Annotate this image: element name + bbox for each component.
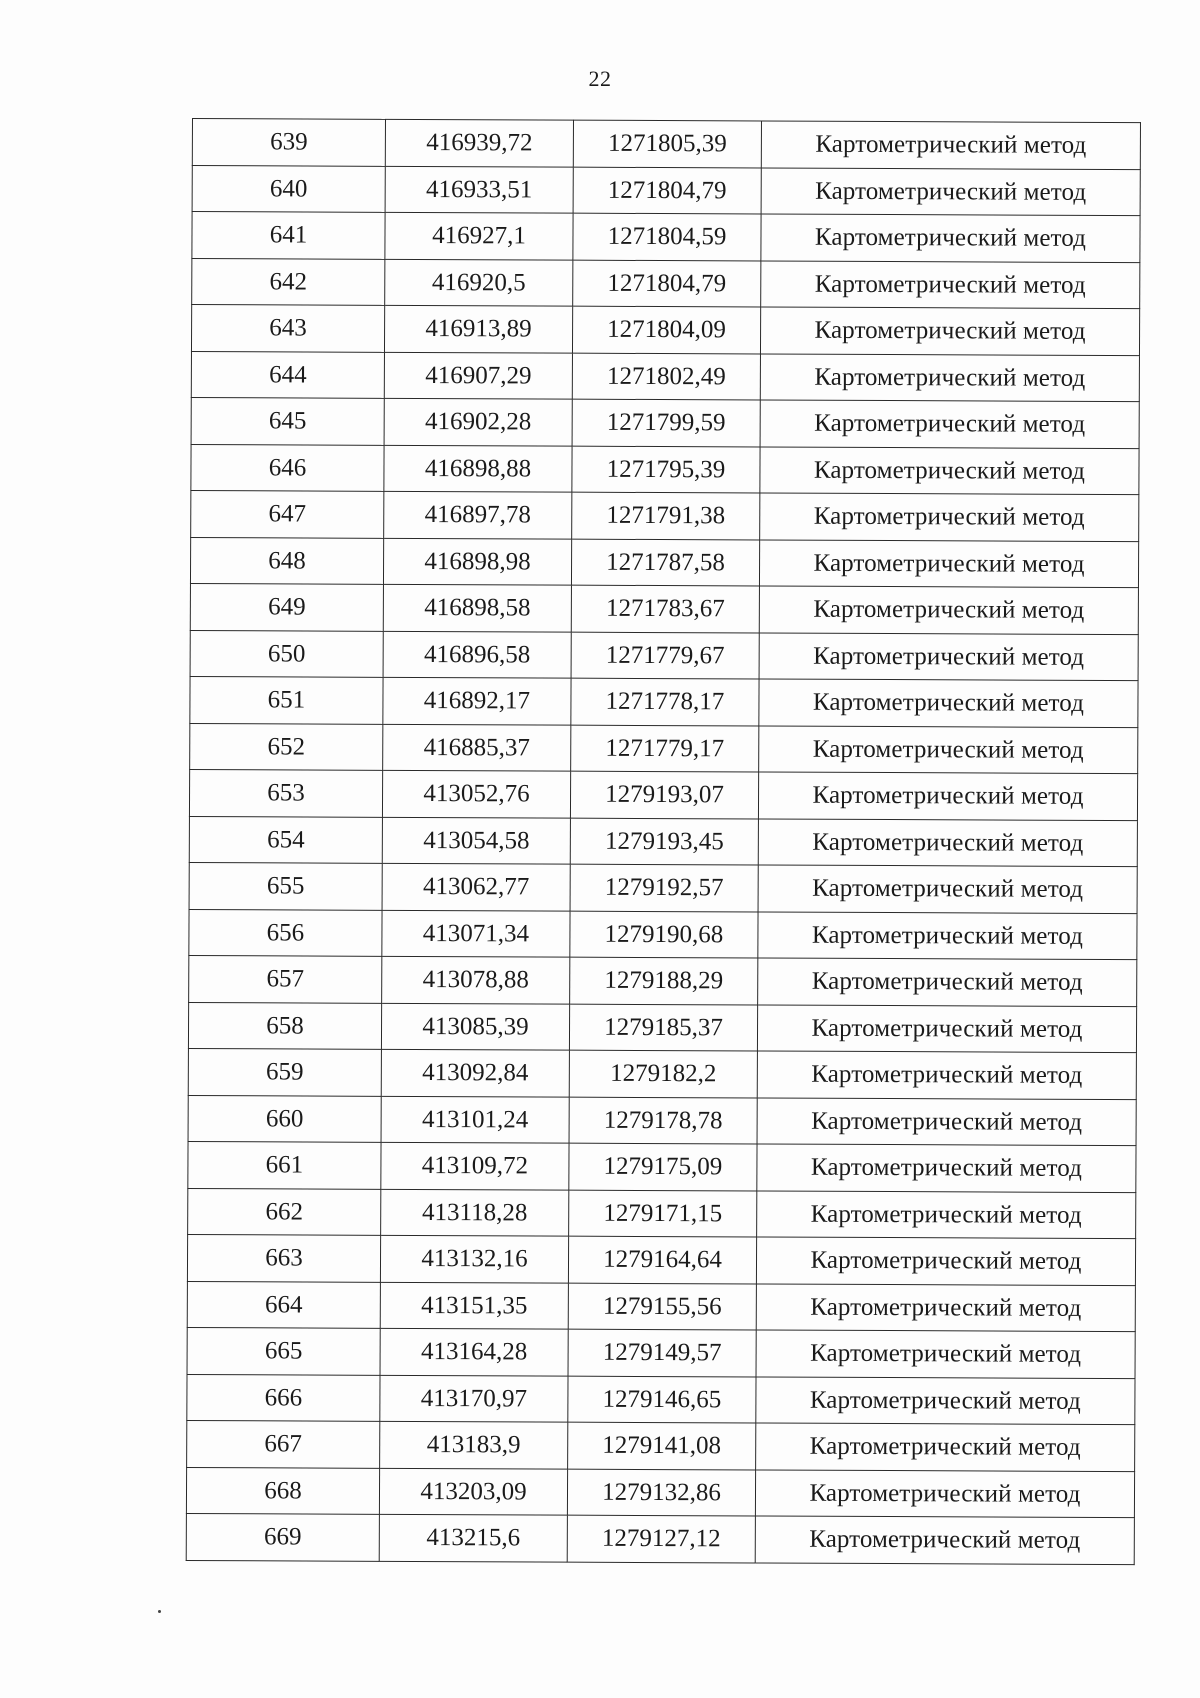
y-coordinate-cell: 1271795,39 [572, 446, 760, 493]
point-number-cell: 668 [186, 1467, 379, 1514]
table-row [190, 676, 1138, 727]
point-number-cell: 665 [187, 1327, 380, 1374]
x-coordinate-cell: 413183,9 [380, 1421, 568, 1468]
x-coordinate-cell: 416898,98 [383, 538, 571, 585]
point-number-cell: 664 [187, 1281, 380, 1328]
x-coordinate-cell: 416927,1 [385, 212, 573, 259]
point-number-cell: 662 [188, 1188, 381, 1235]
table-row [189, 862, 1137, 913]
method-cell: Картометрический метод [757, 1190, 1136, 1238]
method-cell: Картометрический метод [756, 1330, 1135, 1378]
x-coordinate-cell: 413170,97 [380, 1375, 568, 1422]
y-coordinate-cell: 1271804,79 [573, 260, 761, 307]
x-coordinate-cell: 416907,29 [384, 352, 572, 399]
point-number-cell: 653 [189, 769, 382, 816]
method-cell: Картометрический метод [758, 772, 1137, 820]
y-coordinate-cell: 1279188,29 [570, 957, 758, 1004]
table-row [189, 955, 1137, 1006]
x-coordinate-cell: 413092,84 [381, 1049, 569, 1096]
x-coordinate-cell: 413164,28 [380, 1328, 568, 1375]
point-number-cell: 660 [188, 1095, 381, 1142]
method-cell: Картометрический метод [758, 958, 1137, 1006]
x-coordinate-cell: 416902,28 [384, 398, 572, 445]
table-row [188, 1188, 1136, 1239]
method-cell: Картометрический метод [757, 1051, 1136, 1099]
table-row [188, 1095, 1136, 1146]
table-row [189, 909, 1137, 960]
y-coordinate-cell: 1271779,67 [571, 632, 759, 679]
method-cell: Картометрический метод [759, 725, 1138, 773]
x-coordinate-cell: 413071,34 [382, 910, 570, 957]
table-row [192, 165, 1140, 216]
x-coordinate-cell: 416898,58 [383, 584, 571, 631]
point-number-cell: 652 [190, 723, 383, 770]
x-coordinate-cell: 413078,88 [382, 956, 570, 1003]
x-coordinate-cell: 413215,6 [379, 1514, 567, 1561]
point-number-cell: 657 [189, 955, 382, 1002]
table-row [186, 1467, 1134, 1518]
table-row [190, 723, 1138, 774]
y-coordinate-cell: 1271805,39 [573, 120, 761, 167]
y-coordinate-cell: 1279132,86 [567, 1469, 755, 1516]
x-coordinate-cell: 416885,37 [383, 724, 571, 771]
method-cell: Картометрический метод [757, 1097, 1136, 1145]
x-coordinate-cell: 413132,16 [380, 1235, 568, 1282]
x-coordinate-cell: 416920,5 [385, 259, 573, 306]
method-cell: Картометрический метод [756, 1423, 1135, 1471]
y-coordinate-cell: 1279127,12 [567, 1515, 755, 1562]
method-cell: Картометрический метод [760, 400, 1139, 448]
method-cell: Картометрический метод [758, 818, 1137, 866]
y-coordinate-cell: 1279182,2 [569, 1050, 757, 1097]
method-cell: Картометрический метод [757, 1144, 1136, 1192]
y-coordinate-cell: 1279141,08 [568, 1422, 756, 1469]
table-row [190, 583, 1138, 634]
x-coordinate-cell: 416898,88 [384, 445, 572, 492]
point-number-cell: 654 [189, 816, 382, 863]
x-coordinate-cell: 416933,51 [385, 166, 573, 213]
method-cell: Картометрический метод [756, 1283, 1135, 1331]
point-number-cell: 658 [188, 1002, 381, 1049]
y-coordinate-cell: 1271802,49 [572, 353, 760, 400]
method-cell: Картометрический метод [760, 493, 1139, 541]
method-cell: Картометрический метод [756, 1237, 1135, 1285]
point-number-cell: 643 [191, 305, 384, 352]
y-coordinate-cell: 1271787,58 [571, 539, 759, 586]
method-cell: Картометрический метод [760, 446, 1139, 494]
table-row [189, 816, 1137, 867]
method-cell: Картометрический метод [761, 214, 1140, 262]
method-cell: Картометрический метод [761, 121, 1140, 169]
x-coordinate-cell: 416913,89 [384, 305, 572, 352]
point-number-cell: 641 [192, 212, 385, 259]
table-row [192, 212, 1140, 263]
point-number-cell: 649 [190, 583, 383, 630]
point-number-cell: 656 [189, 909, 382, 956]
y-coordinate-cell: 1271799,59 [572, 399, 760, 446]
point-number-cell: 640 [192, 165, 385, 212]
point-number-cell: 650 [190, 630, 383, 677]
method-cell: Картометрический метод [759, 632, 1138, 680]
method-cell: Картометрический метод [759, 539, 1138, 587]
y-coordinate-cell: 1271779,17 [571, 725, 759, 772]
x-coordinate-cell: 413062,77 [382, 863, 570, 910]
table-row [188, 1141, 1136, 1192]
point-number-cell: 669 [186, 1513, 379, 1560]
method-cell: Картометрический метод [760, 353, 1139, 401]
method-cell: Картометрический метод [761, 260, 1140, 308]
x-coordinate-cell: 413109,72 [381, 1142, 569, 1189]
point-number-cell: 644 [191, 351, 384, 398]
x-coordinate-cell: 416896,58 [383, 631, 571, 678]
x-coordinate-cell: 416897,78 [384, 491, 572, 538]
point-number-cell: 655 [189, 862, 382, 909]
method-cell: Картометрический метод [760, 307, 1139, 355]
x-coordinate-cell: 413052,76 [382, 770, 570, 817]
scan-speck [158, 1610, 161, 1613]
table-row [191, 351, 1139, 402]
table-row [189, 769, 1137, 820]
y-coordinate-cell: 1279175,09 [569, 1143, 757, 1190]
y-coordinate-cell: 1279149,57 [568, 1329, 756, 1376]
x-coordinate-cell: 413085,39 [381, 1003, 569, 1050]
point-number-cell: 651 [190, 676, 383, 723]
method-cell: Картометрический метод [759, 586, 1138, 634]
table-row [191, 490, 1139, 541]
x-coordinate-cell: 413118,28 [381, 1189, 569, 1236]
method-cell: Картометрический метод [757, 1004, 1136, 1052]
table-row [192, 258, 1140, 309]
point-number-cell: 639 [192, 119, 385, 166]
y-coordinate-cell: 1279178,78 [569, 1097, 757, 1144]
y-coordinate-cell: 1279193,07 [570, 771, 758, 818]
y-coordinate-cell: 1279164,64 [568, 1236, 756, 1283]
table-row [188, 1048, 1136, 1099]
y-coordinate-cell: 1279192,57 [570, 864, 758, 911]
table-row [192, 119, 1140, 170]
point-number-cell: 642 [192, 258, 385, 305]
y-coordinate-cell: 1271783,67 [571, 585, 759, 632]
method-cell: Картометрический метод [756, 1376, 1135, 1424]
y-coordinate-cell: 1271778,17 [571, 678, 759, 725]
method-cell: Картометрический метод [755, 1469, 1134, 1517]
y-coordinate-cell: 1279190,68 [570, 911, 758, 958]
x-coordinate-cell: 413151,35 [380, 1282, 568, 1329]
table-row [187, 1327, 1135, 1378]
table-row [188, 1002, 1136, 1053]
point-number-cell: 661 [188, 1141, 381, 1188]
y-coordinate-cell: 1271791,38 [572, 492, 760, 539]
point-number-cell: 648 [190, 537, 383, 584]
x-coordinate-cell: 413203,09 [379, 1468, 567, 1515]
method-cell: Картометрический метод [759, 679, 1138, 727]
x-coordinate-cell: 416939,72 [385, 119, 573, 166]
table-row [191, 305, 1139, 356]
table-row [191, 444, 1139, 495]
table-row [187, 1281, 1135, 1332]
y-coordinate-cell: 1279146,65 [568, 1376, 756, 1423]
point-number-cell: 663 [187, 1234, 380, 1281]
y-coordinate-cell: 1279155,56 [568, 1283, 756, 1330]
y-coordinate-cell: 1279185,37 [569, 1004, 757, 1051]
table-row [187, 1420, 1135, 1471]
point-number-cell: 667 [187, 1420, 380, 1467]
x-coordinate-cell: 413101,24 [381, 1096, 569, 1143]
page-number: 22 [588, 66, 612, 91]
method-cell: Картометрический метод [761, 167, 1140, 215]
method-cell: Картометрический метод [758, 865, 1137, 913]
table-row [190, 537, 1138, 588]
y-coordinate-cell: 1271804,59 [573, 213, 761, 260]
y-coordinate-cell: 1279193,45 [570, 818, 758, 865]
table-row [191, 397, 1139, 448]
point-number-cell: 647 [191, 490, 384, 537]
coordinates-table [186, 118, 1141, 1565]
table-row [190, 630, 1138, 681]
point-number-cell: 659 [188, 1048, 381, 1095]
method-cell: Картометрический метод [758, 911, 1137, 959]
point-number-cell: 646 [191, 444, 384, 491]
y-coordinate-cell: 1271804,79 [573, 167, 761, 214]
y-coordinate-cell: 1279171,15 [569, 1190, 757, 1237]
point-number-cell: 645 [191, 397, 384, 444]
table-row [187, 1374, 1135, 1425]
coordinates-table-body [186, 119, 1140, 1565]
x-coordinate-cell: 416892,17 [383, 677, 571, 724]
method-cell: Картометрический метод [755, 1516, 1134, 1564]
y-coordinate-cell: 1271804,09 [572, 306, 760, 353]
table-row [186, 1513, 1134, 1564]
x-coordinate-cell: 413054,58 [382, 817, 570, 864]
table-row [187, 1234, 1135, 1285]
point-number-cell: 666 [187, 1374, 380, 1421]
